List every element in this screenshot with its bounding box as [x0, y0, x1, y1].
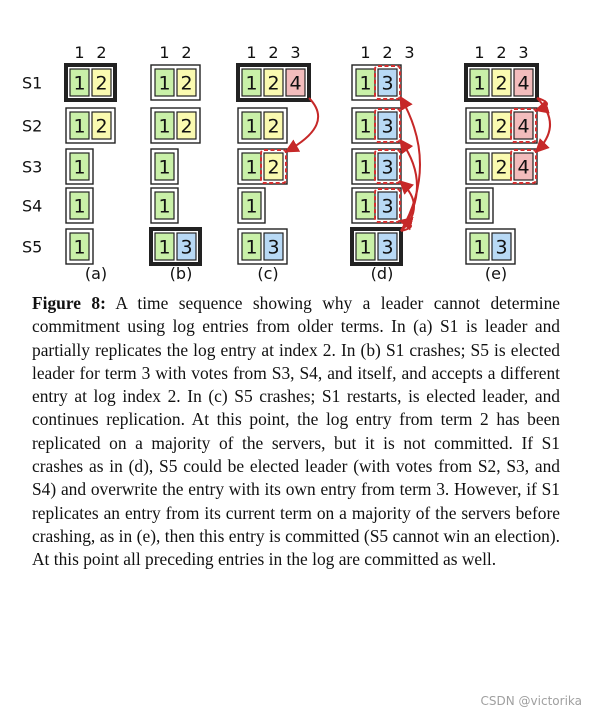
index-header: 2 — [181, 43, 192, 62]
log-entry-term: 1 — [473, 72, 486, 95]
index-header: 1 — [246, 43, 257, 62]
index-header: 1 — [360, 43, 371, 62]
log-entry-term: 1 — [158, 72, 171, 95]
log-entry-term: 1 — [73, 115, 86, 138]
figure-caption-label: Figure 8: — [32, 293, 106, 313]
log-entry-term: 3 — [381, 115, 394, 138]
log-entry-term: 1 — [245, 156, 258, 179]
log-entry-term: 1 — [359, 115, 372, 138]
log-entry-term: 2 — [267, 115, 280, 138]
log-entry-term: 1 — [158, 195, 171, 218]
log-entry-term: 1 — [73, 195, 86, 218]
figure-caption-text: A time sequence showing why a leader cannot determine commitment using log entries from older terms. In (a) S1 is leader and partially replicates the log entry at index 2. In (b) S1 crashes; S5 is elected leader for term 3 with votes from S3, S4, and itself, and accepts a different entry at log index 2. In (c) S5 crashes; S1 restarts, is elected leader, and continues replication. At this point, the log entry from term 2 has been replicated on a majority of the servers, but it is not committed. If S1 crashes as in (d), S5 could be elected leader (with votes from S2, S3, and S4) and overwrite the entry with its own entry from term 3. However, if S1 replicates an entry from its current term on a majority of the servers before crashing, as in (e), then this entry is committed (S5 cannot win an election). At this point all preceding entries in the log are committed as well. — [32, 293, 561, 570]
server-label-s4: S4 — [22, 196, 43, 216]
panel-a — [66, 43, 115, 283]
scenario-label: (c) — [257, 264, 279, 283]
log-entry-term: 1 — [245, 195, 258, 218]
log-entry-term: 2 — [495, 156, 508, 179]
log-entry-term: 1 — [359, 72, 372, 95]
log-entry-term: 2 — [95, 115, 108, 138]
log-entry-term: 1 — [158, 156, 171, 179]
log-entry-term: 3 — [495, 236, 508, 259]
log-entry-term: 2 — [95, 72, 108, 95]
index-header: 3 — [290, 43, 301, 62]
panel-d — [352, 43, 420, 283]
panel-b — [151, 43, 200, 283]
scenario-label: (e) — [484, 264, 508, 283]
panel-e — [466, 43, 550, 283]
index-header: 3 — [404, 43, 415, 62]
log-entry-term: 1 — [473, 236, 486, 259]
log-entry-term: 3 — [381, 72, 394, 95]
log-entry-term: 2 — [267, 72, 280, 95]
log-entry-term: 3 — [381, 195, 394, 218]
scenario-label: (b) — [169, 264, 193, 283]
log-entry-term: 2 — [495, 115, 508, 138]
server-label-s5: S5 — [22, 237, 43, 257]
server-label-s3: S3 — [22, 157, 43, 177]
figure-caption — [32, 292, 560, 572]
log-entry-term: 1 — [73, 236, 86, 259]
log-entry-term: 1 — [359, 236, 372, 259]
replication-arrow — [401, 98, 420, 231]
log-entry-term: 4 — [289, 72, 302, 95]
scenario-label: (a) — [84, 264, 108, 283]
log-entry-term: 1 — [473, 156, 486, 179]
log-entry-term: 1 — [73, 156, 86, 179]
log-entry-term: 4 — [517, 115, 530, 138]
scenario-label: (d) — [370, 264, 394, 283]
log-entry-term: 1 — [473, 195, 486, 218]
panel-c — [238, 43, 318, 283]
log-entry-term: 3 — [381, 156, 394, 179]
log-entry-term: 3 — [180, 236, 193, 259]
index-header: 1 — [159, 43, 170, 62]
index-header: 2 — [382, 43, 393, 62]
index-header: 1 — [74, 43, 85, 62]
log-entry-term: 1 — [245, 236, 258, 259]
index-header: 2 — [96, 43, 107, 62]
log-entry-term: 1 — [158, 236, 171, 259]
figure-8-diagram — [0, 0, 598, 292]
log-entry-term: 1 — [73, 72, 86, 95]
log-entry-term: 2 — [495, 72, 508, 95]
log-entry-term: 1 — [245, 115, 258, 138]
log-entry-term: 4 — [517, 156, 530, 179]
log-entry-term: 2 — [180, 115, 193, 138]
log-entry-term: 2 — [180, 72, 193, 95]
server-label-s1: S1 — [22, 73, 43, 93]
log-entry-term: 4 — [517, 72, 530, 95]
log-entry-term: 1 — [359, 195, 372, 218]
log-entry-term: 2 — [267, 156, 280, 179]
log-entry-term: 1 — [245, 72, 258, 95]
replication-arrow — [287, 98, 318, 151]
replication-arrow — [401, 141, 417, 231]
log-entry-term: 3 — [267, 236, 280, 259]
log-entry-term: 1 — [158, 115, 171, 138]
replication-arrow — [537, 98, 550, 151]
log-entry-term: 3 — [381, 236, 394, 259]
server-label-s2: S2 — [22, 116, 43, 136]
index-header: 2 — [496, 43, 507, 62]
index-header: 3 — [518, 43, 529, 62]
log-entry-term: 1 — [359, 156, 372, 179]
watermark: CSDN @victorika — [480, 694, 582, 708]
index-header: 1 — [474, 43, 485, 62]
index-header: 2 — [268, 43, 279, 62]
log-entry-term: 1 — [473, 115, 486, 138]
